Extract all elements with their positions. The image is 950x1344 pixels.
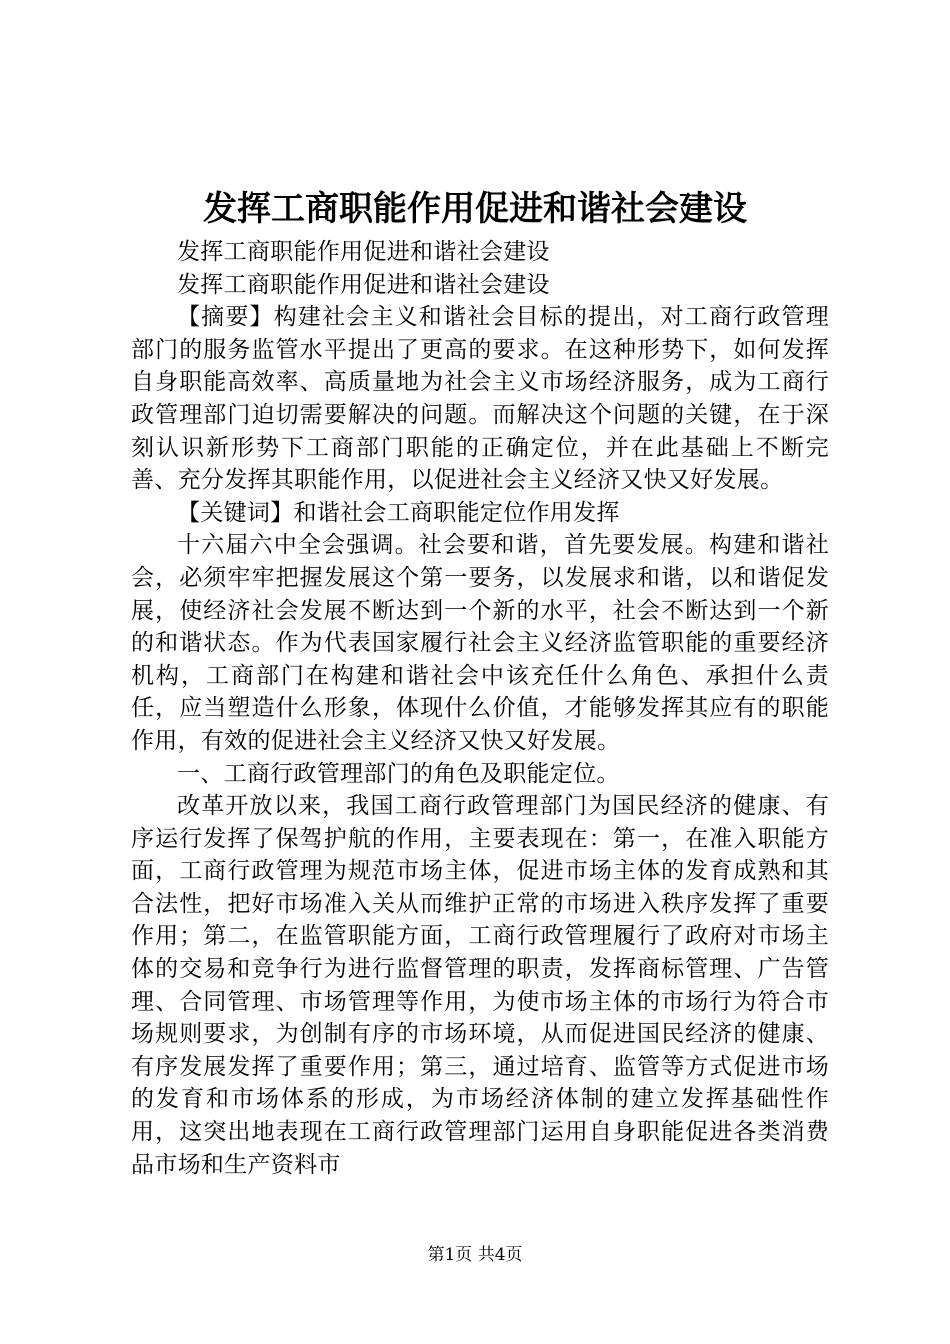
abstract-paragraph: 【摘要】构建社会主义和谐社会目标的提出，对工商行政管理部门的服务监管水平提出了更高的要求。在这种形势下，如何发挥自身职能高效率、高质量地为社会主义市场经济服务，成为工商行政管理部门迫切需要解决的问题。而解决这个问题的关键，在于深刻认识新形势下工商部门职能的正确定位，并在此基础上不断完善、充分发挥其职能作用，以促进社会主义经济又快又好发展。: [131, 304, 829, 494]
document-body: [131, 236, 829, 1181]
subtitle-line: 发挥工商职能作用促进和谐社会建设: [177, 271, 550, 298]
document-title: 发挥工商职能作用促进和谐社会建设: [203, 189, 747, 229]
page-footer: 第1页 共4页: [427, 1245, 523, 1265]
body-paragraph: 改革开放以来，我国工商行政管理部门为国民经济的健康、有序运行发挥了保驾护航的作用，主要表现在：第一，在准入职能方面，工商行政管理为规范市场主体，促进市场主体的发育成熟和其合法性，把好市场准入关从而维护正常的市场进入秩序发挥了重要作用；第二，在监管职能方面，工商行政管理履行了政府对市场主体的交易和竞争行为进行监督管理的职责，发挥商标管理、广告管理、合同管理、市场管理等作用，为使市场主体的市场行为符合市场规则要求，为创制有序的市场环境，从而促进国民经济的健康、有序发展发挥了重要作用；第三，通过培育、监管等方式促进市场的发育和市场体系的形成，为市场经济体制的建立发挥基础性作用，这突出地表现在工商行政管理部门运用自身职能促进各类消费品市场和生产资料市: [131, 793, 829, 1178]
subtitle-line: 发挥工商职能作用促进和谐社会建设: [177, 239, 550, 265]
keywords-paragraph: 【关键词】和谐社会工商职能定位作用发挥: [177, 499, 620, 526]
section-heading: 一、工商行政管理部门的角色及职能定位。: [177, 760, 620, 787]
body-paragraph: 十六届六中全会强调。社会要和谐，首先要发展。构建和谐社会，必须牢牢把握发展这个第一要务，以发展求和谐，以和谐促发展，使经济社会发展不断达到一个新的水平，社会不断达到一个新的和谐状态。作为代表国家履行社会主义经济监管职能的重要经济机构，工商部门在构建和谐社会中该充任什么角色、承担什么责任，应当塑造什么形象，体现什么价值，才能够发挥其应有的职能作用，有效的促进社会主义经济又快又好发展。: [131, 532, 829, 754]
